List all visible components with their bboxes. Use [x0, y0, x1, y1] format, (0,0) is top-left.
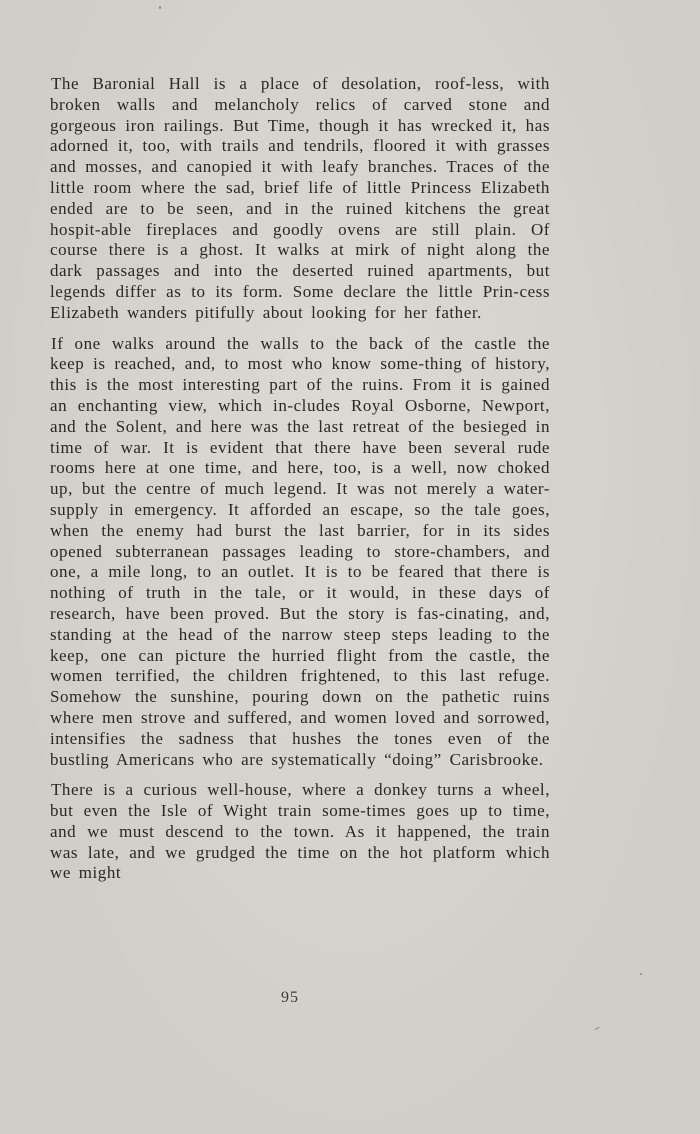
paper-speck: [640, 973, 642, 975]
paragraph-baronial-hall: The Baronial Hall is a place of desolation, roof-less, with broken walls and melancholy relics of carved stone and gorgeous iron railings. But Time, though it has wrecked it, has adorned it, too, with trails and tendrils, floored it with grasses and mosses, and canopied it with leafy branches. Traces of the little room where the sad, brief life of little Princess Elizabeth ended are to be seen, and in the ruined kitchens the great hospit-able fireplaces and goodly ovens are still plain. Of course there is a ghost. It walks at mirk of night along the dark passages and into the deserted ruined apartments, but legends differ as to its form. Some declare the little Prin-cess Elizabeth wanders pitifully about looking for her father.: [50, 74, 550, 322]
body-text: [50, 74, 550, 884]
paper-speck: [594, 1027, 600, 1030]
paper-speck: [159, 6, 161, 9]
paragraph-well-house: There is a curious well-house, where a donkey turns a wheel, but even the Isle of Wight train some-times goes up to time, and we must descend to the town. As it happened, the train was late, and we grudged the time on the hot platform which we might: [50, 780, 550, 883]
page-number: 95: [281, 989, 299, 1006]
paragraph-castle-keep: If one walks around the walls to the back of the castle the keep is reached, and, to most who know some-thing of history, this is the most interesting part of the ruins. From it is gained an enchanting view, which in-cludes Royal Osborne, Newport, and the Solent, and here was the last retreat of the besieged in time of war. It is evident that there have been several rude rooms here at one time, and here, too, is a well, now choked up, but the centre of much legend. It was not merely a water-supply in emergency. It afforded an escape, so the tale goes, when the enemy had burst the last barrier, for in its sides opened subterranean passages leading to store-chambers, and one, a mile long, to an outlet. It is to be feared that there is nothing of truth in the tale, or it would, in these days of research, have been proved. But the story is fas-cinating, and, standing at the head of the narrow steep steps leading to the keep, one can picture the hurried flight from the castle, the women terrified, the children frightened, to this last refuge. Somehow the sunshine, pouring down on the pathetic ruins where men strove and suffered, and women loved and sorrowed, intensifies the sadness that hushes the tones even of the bustling Americans who are systematically “doing” Carisbrooke.: [50, 333, 550, 769]
